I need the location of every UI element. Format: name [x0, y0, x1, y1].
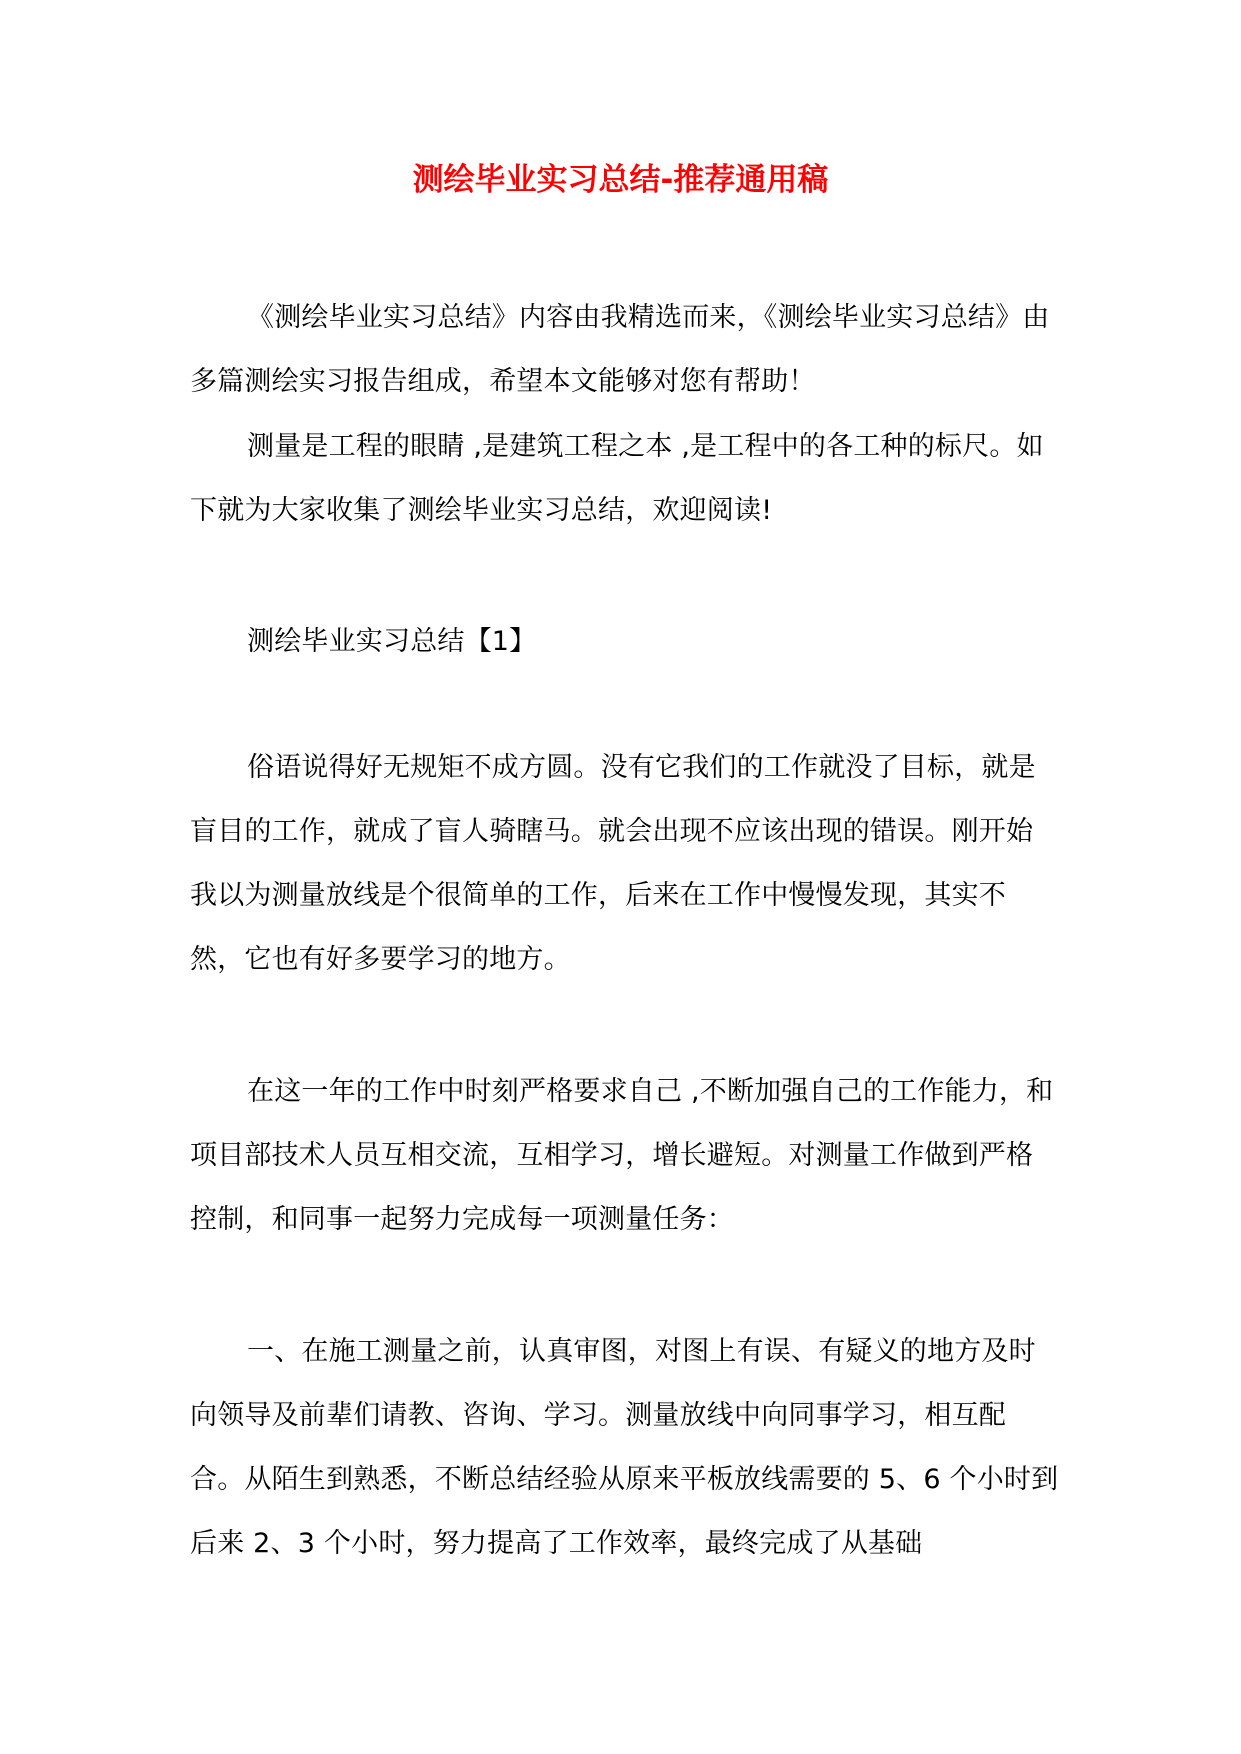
preface-paragraph: 测量是工程的眼睛 ,是建筑工程之本 ,是工程中的各工种的标尺。如下就为大家收集了测绘毕业实习总结，欢迎阅读! — [190, 431, 1044, 526]
intro-paragraph: 《测绘毕业实习总结》内容由我精选而来，《测绘毕业实习总结》由多篇测绘实习报告组成，希望本文能够对您有帮助！ — [190, 302, 1050, 397]
body-paragraph: 俗语说得好无规矩不成方圆。没有它我们的工作就没了目标，就是盲目的工作，就成了盲人骑瞎马。就会出现不应该出现的错误。刚开始我以为测量放线是个很简单的工作，后来在工作中慢慢发现，其实不然，它也有好多要学习的地方。 — [190, 752, 1036, 975]
body-paragraph: 在这一年的工作中时刻严格要求自己 ,不断加强自己的工作能力，和项目部技术人员互相交流，互相学习，增长避短。对测量工作做到严格控制，和同事一起努力完成每一项测量任务： — [190, 1076, 1054, 1235]
section-heading: 测绘毕业实习总结【1】 — [247, 626, 537, 657]
document-title: 测绘毕业实习总结-推荐通用稿 — [412, 162, 829, 198]
body-paragraph: 一、在施工测量之前，认真审图，对图上有误、有疑义的地方及时向领导及前辈们请教、咨询、学习。测量放线中向同事学习，相互配合。从陌生到熟悉，不断总结经验从原来平板放线需要的 5、6 个小时到后来 2、3 个小时，努力提高了工作效率，最终完成了从基础 — [190, 1336, 1059, 1559]
